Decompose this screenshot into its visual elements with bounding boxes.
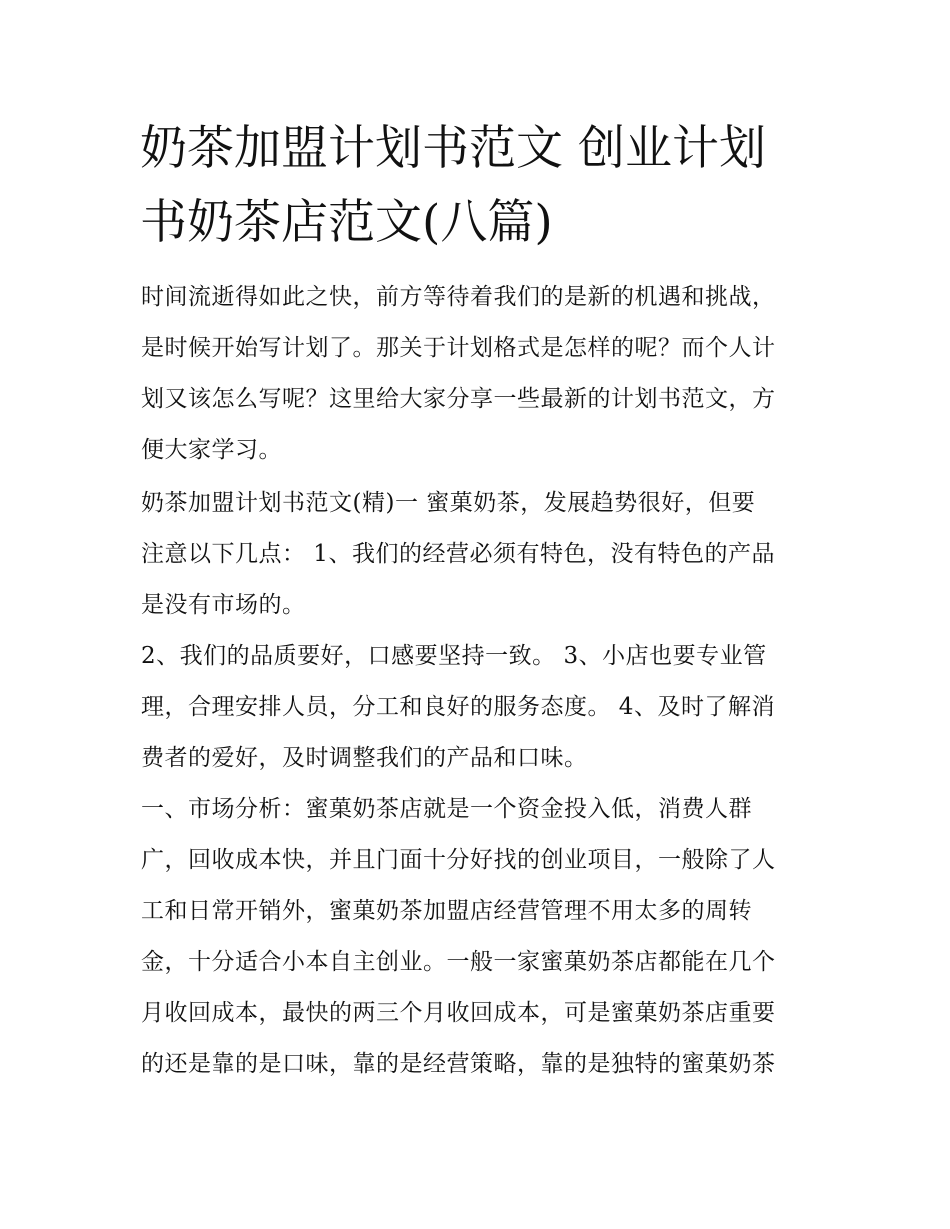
text-line: 时间流逝得如此之快，前方等待着我们的是新的机遇和挑战， (141, 284, 776, 310)
text-line: 理，合理安排人员，分工和良好的服务态度。 4、及时了解消 (141, 694, 775, 720)
text-line: 广，回收成本快，并且门面十分好找的创业项目，一般除了人 (141, 847, 776, 873)
text-line: 是没有市场的。 (141, 592, 306, 618)
text-line: 便大家学习。 (141, 437, 282, 463)
intro-paragraph (141, 272, 821, 476)
title-line: 奶茶加盟计划书范文 创业计划 (140, 121, 766, 176)
section-paragraph (141, 478, 821, 631)
text-line: 工和日常开销外，蜜菓奶茶加盟店经营管理不用太多的周转 (141, 898, 752, 924)
text-line: 月收回成本，最快的两三个月收回成本，可是蜜菓奶茶店重要 (141, 1000, 776, 1026)
text-line: 2、我们的品质要好，口感要坚持一致。 3、小店也要专业管 (141, 643, 767, 669)
points-paragraph (141, 631, 821, 784)
text-line: 的还是靠的是口味，靠的是经营策略，靠的是独特的蜜菓奶茶 (141, 1051, 776, 1077)
text-line: 是时候开始写计划了。那关于计划格式是怎样的呢？而个人计 (141, 335, 776, 361)
market-analysis-paragraph (141, 784, 821, 1090)
text-line: 划又该怎么写呢？这里给大家分享一些最新的计划书范文，方 (141, 386, 776, 412)
text-line: 奶茶加盟计划书范文(精)一 蜜菓奶茶，发展趋势很好，但要 (141, 490, 756, 516)
document-title (140, 112, 820, 260)
text-line: 金，十分适合小本自主创业。一般一家蜜菓奶茶店都能在几个 (141, 949, 776, 975)
text-line: 费者的爱好，及时调整我们的产品和口味。 (141, 745, 588, 771)
text-line: 注意以下几点： 1、我们的经营必须有特色，没有特色的产品 (141, 541, 775, 567)
title-line: 书奶茶店范文(八篇) (140, 195, 553, 250)
text-line: 一、市场分析：蜜菓奶茶店就是一个资金投入低，消费人群 (141, 796, 752, 822)
